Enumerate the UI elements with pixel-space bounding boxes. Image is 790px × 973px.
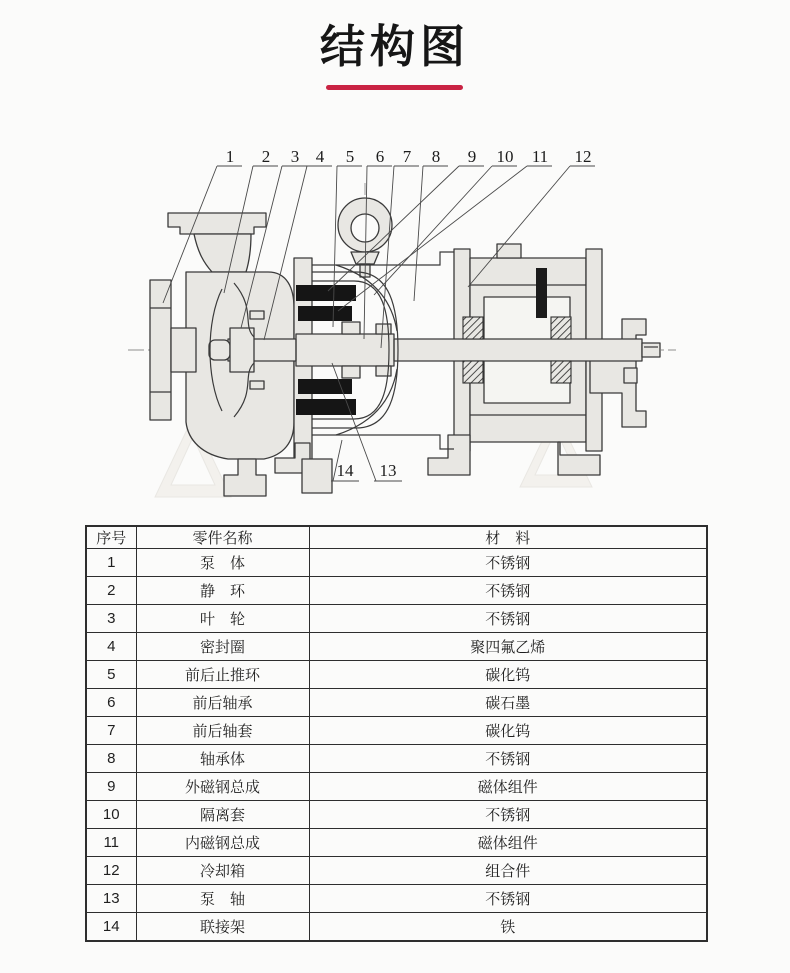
callout-label-3: 3 — [290, 147, 300, 166]
table-row — [86, 884, 707, 912]
cell-name: 前后轴套 — [136, 716, 309, 744]
impeller-nut — [209, 340, 230, 360]
housing-top-boss — [497, 244, 521, 258]
pump-shaft — [228, 339, 642, 361]
cell-material: 不锈钢 — [309, 604, 707, 632]
header-name: 零件名称 — [136, 526, 309, 549]
cell-no: 11 — [86, 828, 136, 856]
cell-name: 泵 体 — [136, 549, 309, 577]
bearing-rear-bottom — [551, 361, 571, 383]
title-underline — [326, 85, 463, 90]
table-header-row — [86, 526, 707, 549]
cell-material: 不锈钢 — [309, 744, 707, 772]
table-row — [86, 549, 707, 577]
callout-label-8: 8 — [431, 147, 441, 166]
table-row — [86, 856, 707, 884]
callout-label-4: 4 — [315, 147, 325, 166]
bearing-front-bottom — [463, 361, 483, 383]
cell-material: 磁体组件 — [309, 828, 707, 856]
table-row — [86, 660, 707, 688]
cell-name: 密封圈 — [136, 632, 309, 660]
callout-label-10: 10 — [496, 147, 514, 166]
cell-no: 8 — [86, 744, 136, 772]
page-title: 结构图 — [319, 21, 470, 72]
table-row — [86, 632, 707, 660]
callout-label-14: 14 — [336, 461, 354, 480]
outer-magnet-top — [296, 285, 356, 301]
discharge-flange — [168, 213, 266, 234]
shaft-sleeve — [296, 334, 394, 366]
cell-no: 10 — [86, 800, 136, 828]
callout-label-13: 13 — [379, 461, 397, 480]
drain-boss — [302, 459, 332, 493]
structure-diagram — [0, 125, 790, 523]
table-row — [86, 744, 707, 772]
suction-nozzle — [171, 328, 196, 372]
cell-no: 7 — [86, 716, 136, 744]
table-row — [86, 772, 707, 800]
table-row — [86, 576, 707, 604]
cell-name: 轴承体 — [136, 744, 309, 772]
cell-no: 4 — [86, 632, 136, 660]
cell-name: 前后止推环 — [136, 660, 309, 688]
callout-label-5: 5 — [345, 147, 355, 166]
volute-bottom-foot — [224, 459, 266, 496]
callout-label-6: 6 — [375, 147, 385, 166]
frame-top-edge — [312, 252, 454, 265]
thrust-ring-top — [342, 322, 360, 334]
header-material: 材 料 — [309, 526, 707, 549]
impeller-hub — [230, 328, 254, 372]
housing-bolt — [536, 268, 547, 318]
wear-ring-top — [250, 311, 264, 319]
callout-label-12: 12 — [574, 147, 592, 166]
cell-name: 冷却箱 — [136, 856, 309, 884]
pump-cross-section-svg — [0, 125, 790, 523]
table-row — [86, 716, 707, 744]
cell-name: 叶 轮 — [136, 604, 309, 632]
cell-material: 不锈钢 — [309, 884, 707, 912]
cell-material: 磁体组件 — [309, 772, 707, 800]
cell-name: 外磁钢总成 — [136, 772, 309, 800]
cell-no: 2 — [86, 576, 136, 604]
cell-material: 碳石墨 — [309, 688, 707, 716]
cell-name: 内磁钢总成 — [136, 828, 309, 856]
cell-no: 5 — [86, 660, 136, 688]
pump-body-group — [150, 198, 660, 496]
cell-material: 不锈钢 — [309, 800, 707, 828]
cell-no: 1 — [86, 549, 136, 577]
table-row — [86, 800, 707, 828]
cell-name: 静 环 — [136, 576, 309, 604]
bearing-front-top — [463, 317, 483, 339]
header-no: 序号 — [86, 526, 136, 549]
cell-no: 12 — [86, 856, 136, 884]
table-body — [86, 549, 707, 942]
cell-no: 9 — [86, 772, 136, 800]
thrust-ring-bottom — [342, 366, 360, 378]
parts-table — [85, 525, 708, 942]
cell-name: 隔离套 — [136, 800, 309, 828]
wear-ring-bottom — [250, 381, 264, 389]
outer-magnet-bottom — [296, 399, 356, 415]
bracket-bolt — [624, 368, 637, 383]
table-row — [86, 604, 707, 632]
table-row — [86, 912, 707, 941]
cell-material: 不锈钢 — [309, 549, 707, 577]
eyebolt-hole — [351, 214, 379, 242]
cell-no: 6 — [86, 688, 136, 716]
cell-material: 不锈钢 — [309, 576, 707, 604]
cell-no: 3 — [86, 604, 136, 632]
callout-label-2: 2 — [261, 147, 271, 166]
cell-name: 泵 轴 — [136, 884, 309, 912]
frame-foot — [428, 435, 470, 475]
cell-name: 联接架 — [136, 912, 309, 941]
volute-neck — [194, 234, 251, 272]
table-row — [86, 688, 707, 716]
cell-material: 组合件 — [309, 856, 707, 884]
cell-no: 14 — [86, 912, 136, 941]
inner-magnet-bottom — [298, 379, 352, 394]
cell-no: 13 — [86, 884, 136, 912]
callout-label-9: 9 — [467, 147, 477, 166]
cell-material: 碳化钨 — [309, 660, 707, 688]
cell-material: 铁 — [309, 912, 707, 941]
table-row — [86, 828, 707, 856]
cell-material: 碳化钨 — [309, 716, 707, 744]
callout-label-11: 11 — [531, 147, 549, 166]
bearing-rear-top — [551, 317, 571, 339]
suction-flange — [150, 280, 171, 420]
shaft-end — [642, 343, 660, 357]
callout-label-1: 1 — [225, 147, 235, 166]
cell-material: 聚四氟乙烯 — [309, 632, 707, 660]
callout-label-7: 7 — [402, 147, 412, 166]
inner-magnet-top — [298, 306, 352, 321]
frame-bottom-edge — [312, 435, 454, 449]
cell-name: 前后轴承 — [136, 688, 309, 716]
